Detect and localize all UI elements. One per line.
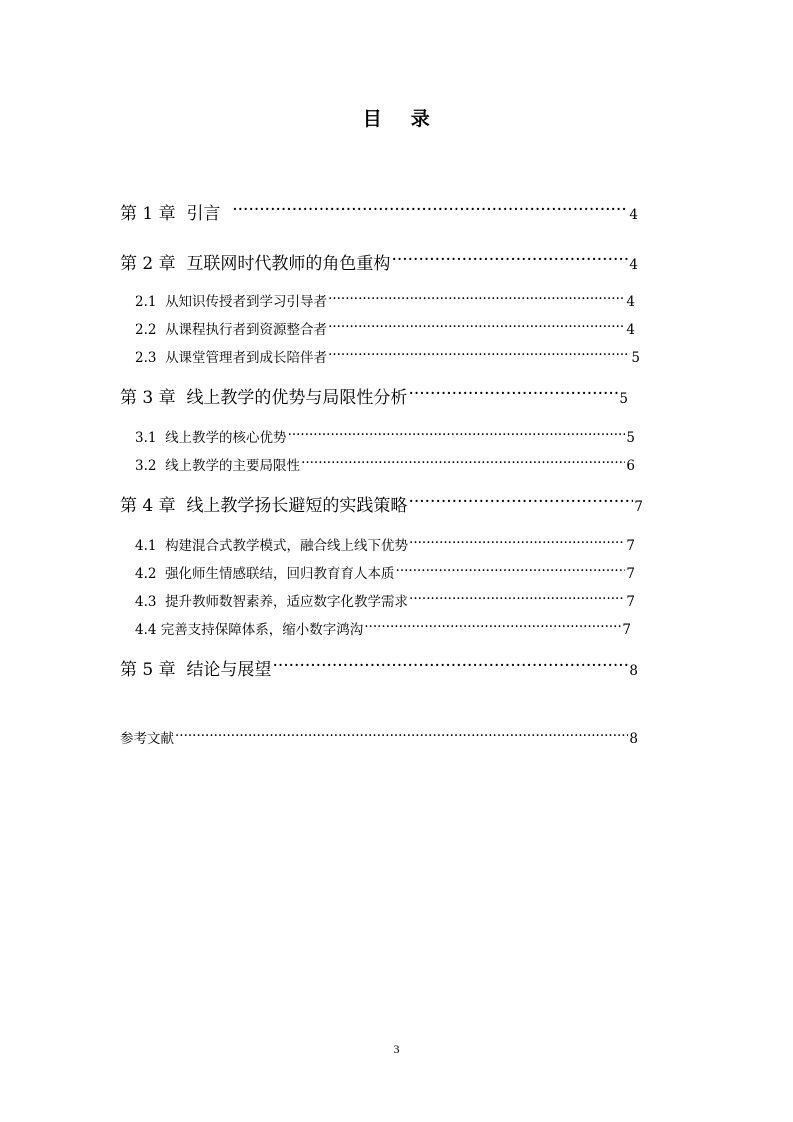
toc-entry-page: 7 <box>634 499 643 515</box>
toc-dot-leader <box>408 494 633 511</box>
toc-dot-leader <box>272 658 628 675</box>
toc-entry-number: 3.2 <box>135 457 166 474</box>
toc-entry-references[interactable] <box>120 729 638 747</box>
toc-entry-number: 2.1 <box>135 293 166 310</box>
toc-entry-page: 5 <box>626 429 635 446</box>
toc-entry-title: 从课程执行者到资源整合者 <box>165 321 328 338</box>
toc-entry-number: 4.4 <box>135 621 161 638</box>
toc-entry-page: 7 <box>626 593 635 610</box>
toc-entry-title: 结论与展望 <box>186 660 272 680</box>
toc-entry-section-4-4[interactable] <box>135 620 631 638</box>
toc-entry-title: 线上教学的优势与局限性分析 <box>186 388 408 408</box>
toc-entry-page: 5 <box>619 391 628 407</box>
toc-entry-number: 4.1 <box>135 537 166 554</box>
toc-entry-section-2-1[interactable] <box>135 292 635 310</box>
toc-entry-chapter-4[interactable] <box>120 494 643 517</box>
toc-entry-page: 5 <box>631 349 640 366</box>
toc-dot-leader <box>288 428 626 442</box>
toc-entry-page: 7 <box>626 565 635 582</box>
toc-entry-number: 3.1 <box>135 429 166 446</box>
toc-dot-leader <box>301 456 625 470</box>
toc-entry-number: 2.3 <box>135 349 166 366</box>
toc-entry-page: 8 <box>629 730 638 747</box>
toc-entry-section-4-1[interactable] <box>135 536 635 554</box>
toc-entry-section-4-3[interactable] <box>135 592 635 610</box>
toc-dot-leader <box>409 536 625 550</box>
toc-dot-leader <box>396 564 626 578</box>
toc-entry-title: 引言 <box>186 204 232 224</box>
toc-dot-leader <box>328 292 625 306</box>
toc-entry-section-4-2[interactable] <box>135 564 635 582</box>
toc-entry-title: 从课堂管理者到成长陪伴者 <box>165 349 328 366</box>
toc-entry-number: 第 1 章 <box>120 204 187 224</box>
toc-entry-chapter-3[interactable] <box>120 386 628 409</box>
toc-title: 目 录 <box>362 108 431 130</box>
toc-dot-leader <box>409 592 625 606</box>
toc-entry-number: 2.2 <box>135 321 166 338</box>
toc-entry-number: 4.3 <box>135 593 166 610</box>
toc-dot-leader <box>328 348 630 362</box>
toc-entry-title: 线上教学的核心优势 <box>165 429 287 446</box>
toc-entry-chapter-2[interactable] <box>120 252 638 275</box>
toc-entry-page: 8 <box>629 663 638 679</box>
toc-entry-section-3-2[interactable] <box>135 456 635 474</box>
toc-entry-number: 第 5 章 <box>120 660 187 680</box>
toc-entry-title: 从知识传授者到学习引导者 <box>165 293 328 310</box>
toc-entry-title: 线上教学的主要局限性 <box>165 457 301 474</box>
toc-dot-leader <box>175 729 628 743</box>
toc-entry-title: 完善支持保障体系，缩小数字鸿沟 <box>160 621 364 638</box>
toc-entry-title: 互联网时代教师的角色重构 <box>186 254 391 274</box>
toc-entry-number: 第 4 章 <box>120 496 187 516</box>
toc-dot-leader <box>328 320 625 334</box>
toc-entry-page: 4 <box>626 321 635 338</box>
page-number: 3 <box>393 1042 400 1056</box>
toc-entry-page: 7 <box>622 621 631 638</box>
toc-entry-title: 提升教师数智素养，适应数字化教学需求 <box>165 593 409 610</box>
toc-entry-section-2-3[interactable] <box>135 348 640 366</box>
toc-entry-title: 强化师生情感联结，回归教育育人本质 <box>165 565 395 582</box>
toc-entry-section-2-2[interactable] <box>135 320 635 338</box>
toc-entry-number: 4.2 <box>135 565 166 582</box>
toc-entry-number: 第 3 章 <box>120 388 187 408</box>
toc-dot-leader <box>408 386 618 403</box>
toc-entry-chapter-5[interactable] <box>120 658 638 681</box>
toc-entry-chapter-1[interactable] <box>120 202 638 225</box>
toc-entry-number: 第 2 章 <box>120 254 187 274</box>
toc-entry-page: 4 <box>629 257 638 273</box>
toc-entry-page: 6 <box>626 457 635 474</box>
toc-dot-leader <box>232 202 628 219</box>
toc-entry-section-3-1[interactable] <box>135 428 635 446</box>
toc-entry-page: 4 <box>626 293 635 310</box>
toc-entry-title: 线上教学扬长避短的实践策略 <box>186 496 408 516</box>
toc-entry-page: 4 <box>629 207 638 223</box>
toc-dot-leader <box>364 620 621 634</box>
toc-dot-leader <box>391 252 628 269</box>
toc-entry-page: 7 <box>626 537 635 554</box>
toc-entry-title: 构建混合式教学模式，融合线上线下优势 <box>165 537 409 554</box>
toc-entry-title: 参考文献 <box>120 730 174 747</box>
